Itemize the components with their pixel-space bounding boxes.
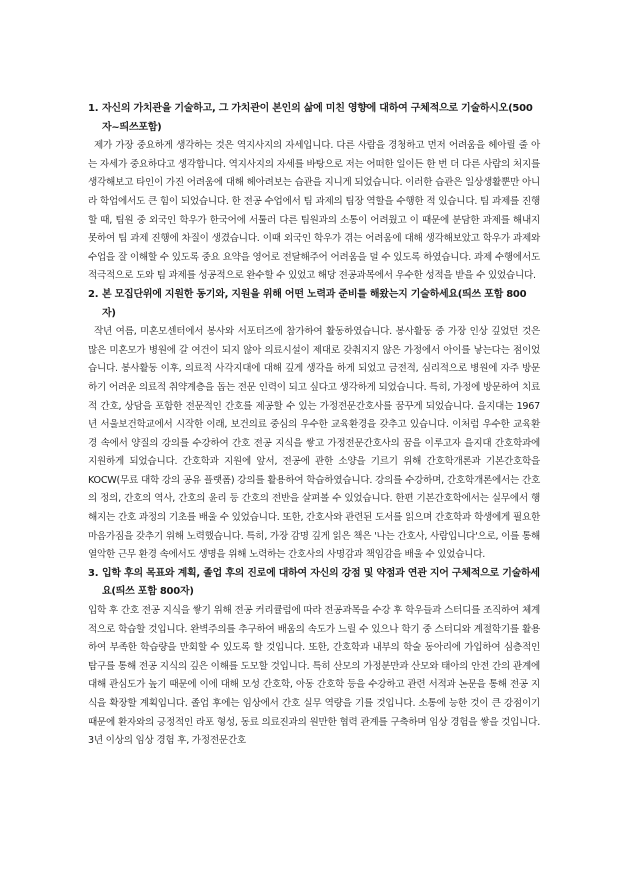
question-3-heading [88, 565, 540, 602]
question-2-text: 본 모집단위에 지원한 동기와, 지원을 위해 어떤 노력과 준비를 해왔는지 기술하세요(띄쓰 포함 800자) [102, 288, 527, 319]
question-3-number: 3. [88, 567, 99, 579]
answer-3-paragraph: 입학 후 간호 전공 지식을 쌓기 위해 전공 커리큘럼에 따라 전공과목을 수강 후 학우들과 스터디를 조직하여 체계적으로 학습할 것입니다. 완벽주의를 추구하여 배움의 속도가 느릴 수 있으나 학기 중 스터디와 계절학기를 활용하여 부족한 학습량을 만회할 수 있도록 할 것입니다. 또한, 간호학과 내부의 학술 동아리에 가입하여 심층적인 탐구를 통해 전공 지식의 깊은 이해를 도모할 것입니다. 특히 산모의 가정분만과 산모와 태아의 안전 간의 관계에 대해 관심도가 높기 때문에 이에 대해 모성 간호학, 아동 간호학 등을 수강하고 관련 서적과 논문을 통해 전공 지식을 확장할 계획입니다. 졸업 후에는 임상에서 간호 실무 역량을 기를 것입니다. 소통에 능한 것이 큰 강점이기 때문에 환자와의 긍정적인 라포 형성, 동료 의료진과의 원만한 협력 관계를 구축하며 임상 경험을 쌓을 것입니다. 3년 이상의 임상 경험 후, 가정전문간호 [88, 605, 540, 747]
question-2-number: 2. [88, 288, 99, 300]
answer-1-paragraph: 제가 가장 중요하게 생각하는 것은 역지사지의 자세입니다. 다른 사람을 경청하고 먼저 어려움을 헤아릴 줄 아는 자세가 중요하다고 생각합니다. 역지사지의 자세를 바탕으로 저는 어떠한 일이든 한 번 더 다른 사람의 처지를 생각해보고 타인이 가진 어려움에 대해 헤아려보는 습관을 지니게 되었습니다. 이러한 습관은 일상생활뿐만 아니라 학업에서도 큰 힘이 되었습니다. 한 전공 수업에서 팀 과제의 팀장 역할을 수행한 적 있습니다. 팀 과제를 진행할 때, 팀원 중 외국인 학우가 한국어에 서툴러 다른 팀원과의 소통이 어려웠고 이 때문에 분담한 과제를 해내지 못하여 팀 과제 진행에 차질이 생겼습니다. 이때 외국인 학우가 겪는 어려움에 대해 생각해보았고 학우가 과제와 수업을 잘 이해할 수 있도록 중요 요약을 영어로 전달해주어 어려움을 덜 수 있도록 하였습니다. 과제 수행에서도 적극적으로 도와 팀 과제를 성공적으로 완수할 수 있었고 해당 전공과목에서 우수한 성적을 받을 수 있었습니다. [88, 140, 540, 282]
question-2-heading [88, 286, 540, 323]
question-1-text: 자신의 가치관을 기술하고, 그 가치관이 본인의 삶에 미친 영향에 대하여 구체적으로 기술하시오(500자~띄쓰포함) [102, 103, 533, 133]
question-1-number: 1. [88, 103, 99, 114]
answer-2-paragraph: 작년 여름, 미혼모센터에서 봉사와 서포터즈에 참가하여 활동하였습니다. 봉사활동 중 가장 인상 깊었던 것은 많은 미혼모가 병원에 갈 여건이 되지 않아 의료시설이 제대로 갖춰지지 않은 가정에서 아이를 낳는다는 점이었습니다. 봉사활동 이후, 의료적 사각지대에 대해 깊게 생각을 하게 되었고 금전적, 심리적으로 병원에 자주 방문하기 어려운 의료적 취약계층을 돕는 전문 인력이 되고 싶다고 생각하게 되었습니다. 특히, 가정에 방문하여 치료적 간호, 상담을 포함한 전문적인 간호를 제공할 수 있는 가정전문간호사를 꿈꾸게 되었습니다. 을지대는 1967년 서울보건학교에서 시작한 이래, 보건의료 중심의 우수한 교육환경을 갖추고 있습니다. 이처럼 우수한 교육환경 속에서 양질의 강의를 수강하여 간호 전공 지식을 쌓고 가정전문간호사의 꿈을 이루고자 을지대 간호학과에 지원하게 되었습니다. 간호학과 지원에 앞서, 전공에 관한 소양을 기르기 위해 간호학개론과 기본간호학을 KOCW(무료 대학 강의 공유 플랫폼) 강의를 활용하여 학습하였습니다. 강의를 수강하며, 간호학개론에서는 간호의 정의, 간호의 역사, 간호의 윤리 등 간호의 전반을 살펴볼 수 있었습니다. 한편 기본간호학에서는 실무에서 행해지는 간호 과정의 기초를 배울 수 있었습니다. 또한, 간호사와 관련된 도서를 읽으며 간호학과 학생에게 필요한 마음가짐을 갖추기 위해 노력했습니다. 특히, 가장 감명 깊게 읽은 책은 '나는 간호사, 사람입니다'으로, 이를 통해 열악한 근무 환경 속에서도 생명을 위해 노력하는 간호사의 사명감과 책임감을 배울 수 있었습니다. [88, 326, 540, 561]
question-3-text: 입학 후의 목표와 계획, 졸업 후의 진로에 대하여 자신의 강점 및 약점과 연관 지어 구체적으로 기술하세요(띄쓰 포함 800자) [102, 567, 540, 598]
document-page [88, 100, 540, 751]
question-1-heading [88, 100, 540, 137]
